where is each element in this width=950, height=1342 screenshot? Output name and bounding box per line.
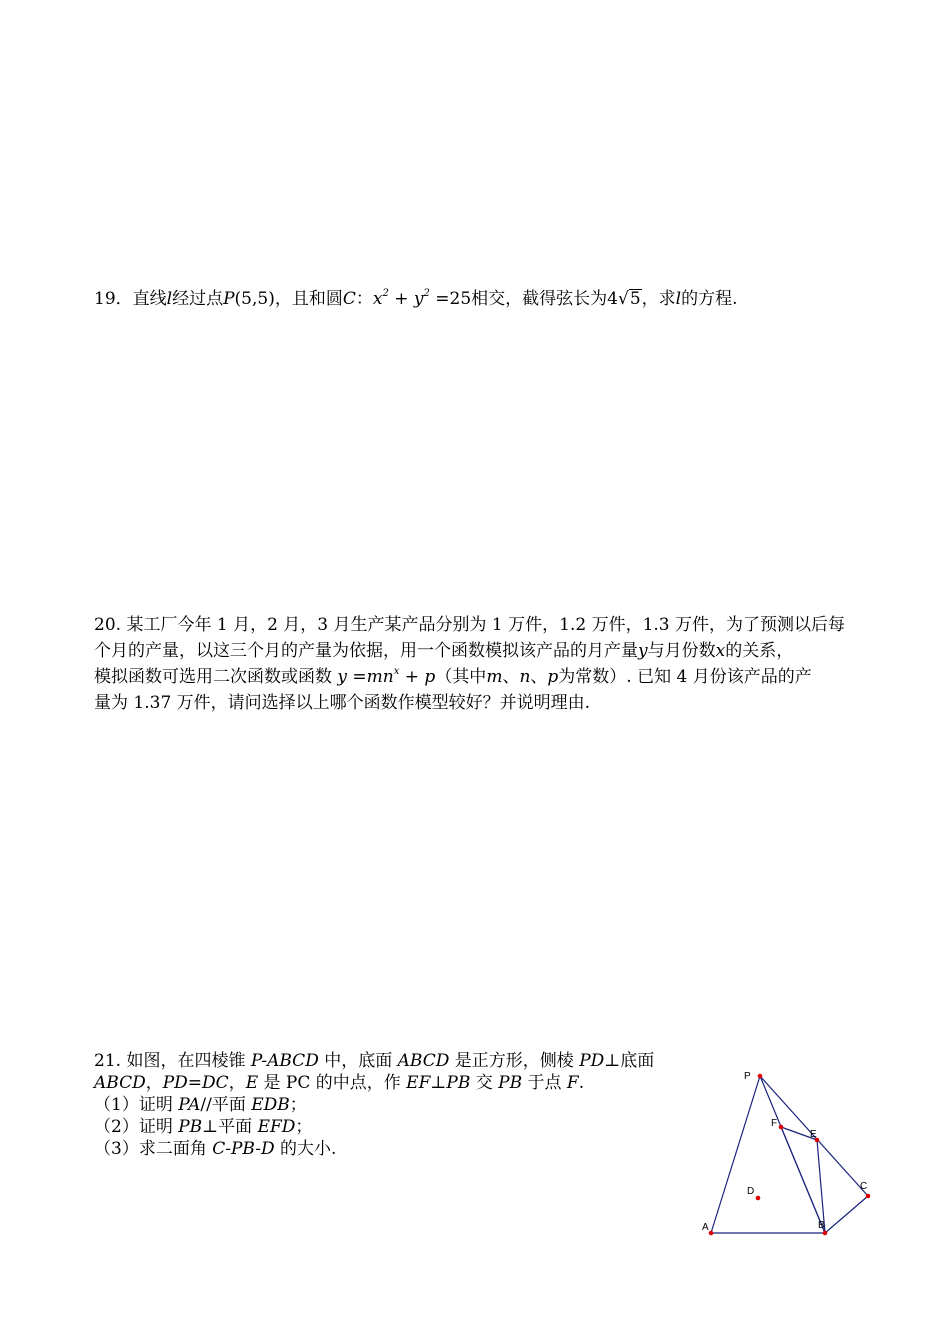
label-d: D	[747, 1186, 755, 1197]
point-c	[866, 1194, 871, 1199]
problem-20	[94, 612, 884, 716]
problem-21-part-2: （2）证明 PB⊥平面 EFD；	[94, 1117, 313, 1137]
problem-20-line-4: 量为 1.37 万件，请问选择以上哪个函数作模型较好？并说明理由.	[94, 693, 591, 713]
point-f	[779, 1125, 784, 1130]
label-e: E	[810, 1129, 817, 1140]
sqrt-radicand: 5	[629, 289, 641, 309]
point-p	[758, 1074, 763, 1079]
problem-21-part-3: （3）求二面角 C-PB-D 的大小.	[94, 1139, 337, 1159]
circle-equation: $x^2 + y^2 =25$	[372, 288, 472, 309]
problem-21-line-2: ABCD，PD=DC，E 是 PC 的中点，作 EF⊥PB 交 PB 于点 F.	[94, 1073, 585, 1093]
problem-21	[94, 1050, 694, 1160]
segment-fb	[781, 1127, 825, 1233]
model-formula: $y =mn^x + p$	[337, 666, 436, 687]
edge-pa	[711, 1076, 760, 1233]
problem-20-line-1: 20. 某工厂今年 1 月，2 月，3 月生产某产品分别为 1 万件，1.2 万件，1.3 万件，为了预测以后每	[94, 615, 846, 635]
label-a: A	[702, 1222, 709, 1233]
label-f: F	[771, 1118, 778, 1129]
label-c: C	[860, 1181, 868, 1192]
problem-19	[94, 286, 894, 312]
problem-20-line-3: 模拟函数可选用二次函数或函数 $y =mn^x + p$（其中m、n、p为常数）. 已知 4 月份该产品的产	[94, 666, 812, 687]
pyramid-diagram	[700, 1064, 880, 1242]
problem-19-text: 19．直线l经过点P(5,5)，且和圆C：$x^2 + y^2 =25$相交，截得弦长为4√5，求l的方程.	[94, 288, 738, 309]
problem-21-part-1: （1）证明 PA//平面 EDB；	[94, 1095, 307, 1115]
label-p: P	[744, 1071, 751, 1082]
problem-20-line-2: 个月的产量，以这三个月的产量为依据，用一个函数模拟该产品的月产量y与月份数x的关系，	[94, 641, 794, 661]
label-b: B	[818, 1220, 825, 1231]
point-a	[709, 1231, 714, 1236]
problem-21-line-1: 21. 如图，在四棱锥 P-ABCD 中，底面 ABCD 是正方形，侧棱 PD⊥底面	[94, 1051, 655, 1071]
point-b	[823, 1231, 828, 1236]
edge-bc	[825, 1196, 868, 1233]
point-d	[756, 1196, 761, 1201]
